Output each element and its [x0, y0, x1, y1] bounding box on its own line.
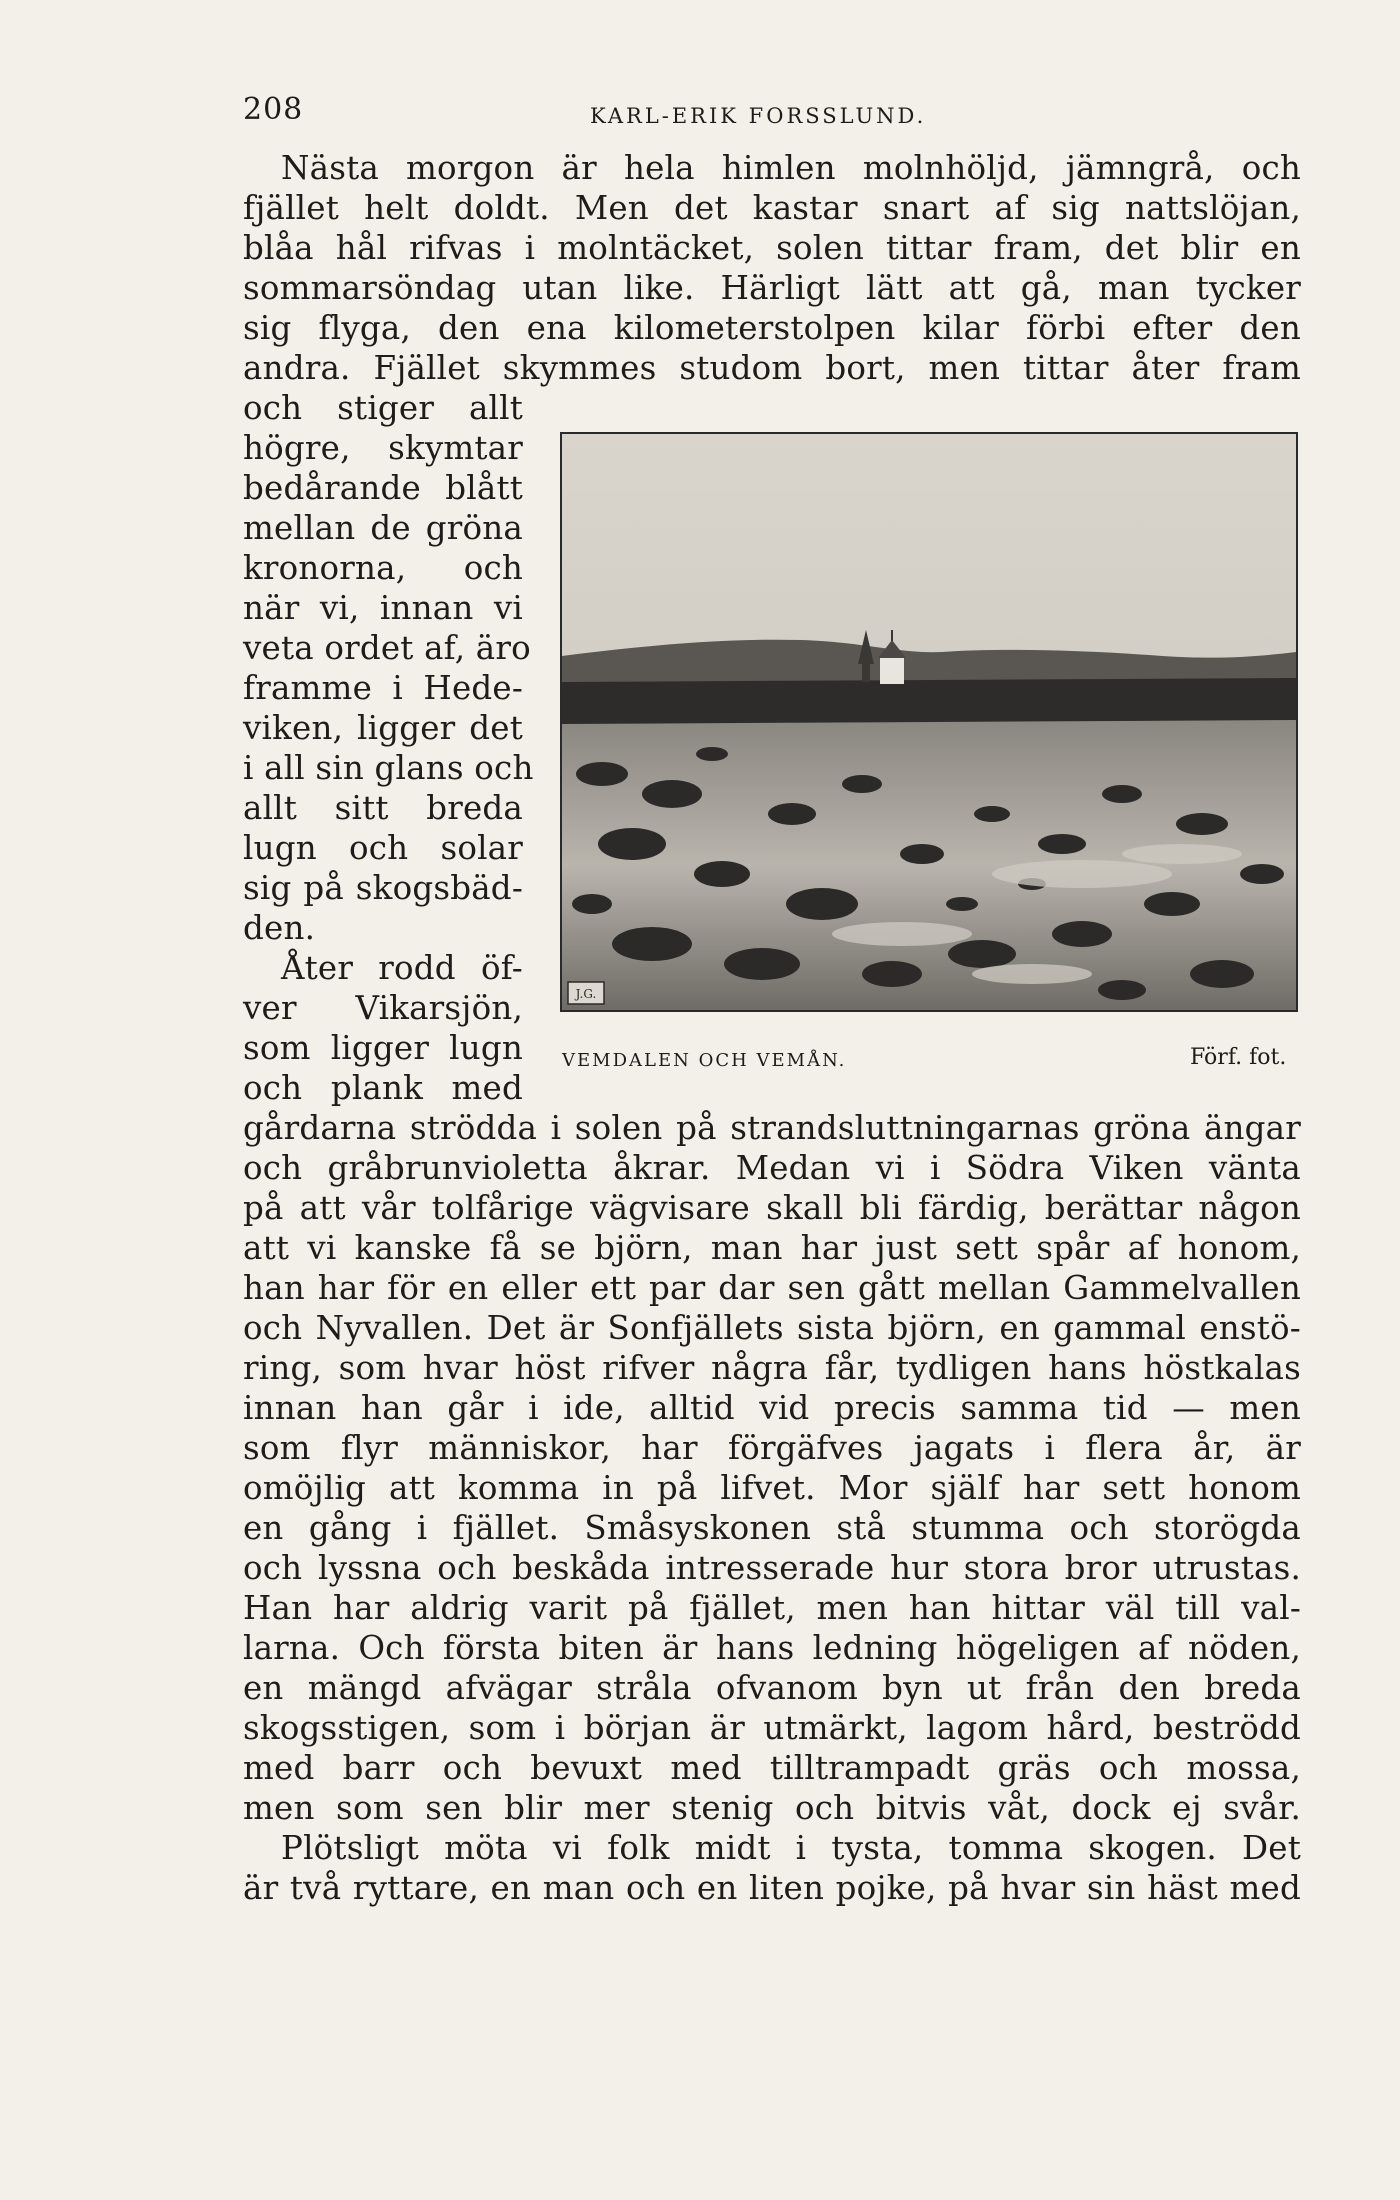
text-line: och stiger allt: [243, 389, 523, 427]
text-line: kronorna, och: [243, 549, 523, 587]
text-line: på att vår tolfårige vägvisare skall bli färdig, berättar någon: [243, 1189, 1301, 1227]
riverbed: [562, 720, 1296, 1010]
text-line: sig på skogsbäd-: [243, 869, 523, 907]
text-line: och lyssna och beskåda intresserade hur stora bror utrustas.: [243, 1549, 1301, 1587]
text-line: ring, som hvar höst rifver några får, tydligen hans höstkalas: [243, 1349, 1301, 1387]
text-line: när vi, innan vi: [243, 589, 523, 627]
text-line: och Nyvallen. Det är Sonfjällets sista björn, en gammal enstö-: [243, 1309, 1301, 1347]
text-line: blåa hål rifvas i molntäcket, solen tittar fram, det blir en: [243, 229, 1301, 267]
text-line: den.: [243, 909, 316, 947]
text-line: andra. Fjället skymmes studom bort, men tittar åter fram: [243, 349, 1301, 387]
text-line: Han har aldrig varit på fjället, men han hittar väl till val-: [243, 1589, 1301, 1627]
text-line: är två ryttare, en man och en liten pojke, på hvar sin häst med: [243, 1869, 1301, 1907]
text-line: gårdarna strödda i solen på strandsluttningarnas gröna ängar: [243, 1109, 1301, 1147]
text-line: larna. Och första biten är hans ledning högeligen af nöden,: [243, 1629, 1301, 1667]
text-line: Nästa morgon är hela himlen molnhöljd, jämngrå, och: [281, 149, 1301, 187]
running-title: KARL-ERIK FORSSLUND.: [590, 104, 927, 128]
text-line: Åter rodd öf-: [281, 949, 523, 987]
text-line: sommarsöndag utan like. Härligt lätt att gå, man tycker: [243, 269, 1301, 307]
text-line: i all sin glans och: [243, 749, 534, 787]
photo-illustration: [562, 434, 1296, 1010]
church: [880, 656, 904, 684]
figure-caption: VEMDALEN OCH VEMÅN.: [562, 1050, 847, 1071]
text-line: allt sitt breda: [243, 789, 523, 827]
text-line: veta ordet af, äro: [243, 629, 531, 667]
photograph-vemdalen: [560, 432, 1298, 1012]
shoreline-trees: [562, 678, 1296, 726]
text-line: en gång i fjället. Småsyskonen stå stumma och storögda: [243, 1509, 1301, 1547]
text-line: mellan de gröna: [243, 509, 523, 547]
text-line: och gråbrunvioletta åkrar. Medan vi i Södra Viken vänta: [243, 1149, 1301, 1187]
text-line: omöjlig att komma in på lifvet. Mor själf har sett honom: [243, 1469, 1301, 1507]
monogram-text: J.G.: [575, 987, 597, 1001]
text-line: en mängd afvägar stråla ofvanom byn ut från den breda: [243, 1669, 1301, 1707]
text-line: viken, ligger det: [243, 709, 523, 747]
text-line: och plank med: [243, 1069, 523, 1107]
text-line: bedårande blått: [243, 469, 523, 507]
text-line: han har för en eller ett par dar sen gått mellan Gammelvallen: [243, 1269, 1301, 1307]
figure-credit: Förf. fot.: [1190, 1045, 1287, 1070]
text-line: innan han går i ide, alltid vid precis samma tid — men: [243, 1389, 1301, 1427]
text-line: men som sen blir mer stenig och bitvis våt, dock ej svår.: [243, 1789, 1301, 1827]
text-line: som flyr människor, har förgäfves jagats i flera år, är: [243, 1429, 1301, 1467]
text-line: lugn och solar: [243, 829, 523, 867]
text-line: sig flyga, den ena kilometerstolpen kilar förbi efter den: [243, 309, 1301, 347]
text-line: skogsstigen, som i början är utmärkt, lagom hård, beströdd: [243, 1709, 1301, 1747]
text-line: framme i Hede-: [243, 669, 523, 707]
page-number: 208: [243, 92, 304, 127]
text-line: fjället helt doldt. Men det kastar snart af sig nattslöjan,: [243, 189, 1301, 227]
text-line: högre, skymtar: [243, 429, 523, 467]
text-line: att vi kanske få se björn, man har just sett spår af honom,: [243, 1229, 1301, 1267]
text-line: ver Vikarsjön,: [243, 989, 523, 1027]
text-line: Plötsligt möta vi folk midt i tysta, tomma skogen. Det: [281, 1829, 1301, 1867]
text-line: som ligger lugn: [243, 1029, 523, 1067]
text-line: med barr och bevuxt med tilltrampadt gräs och mossa,: [243, 1749, 1301, 1787]
